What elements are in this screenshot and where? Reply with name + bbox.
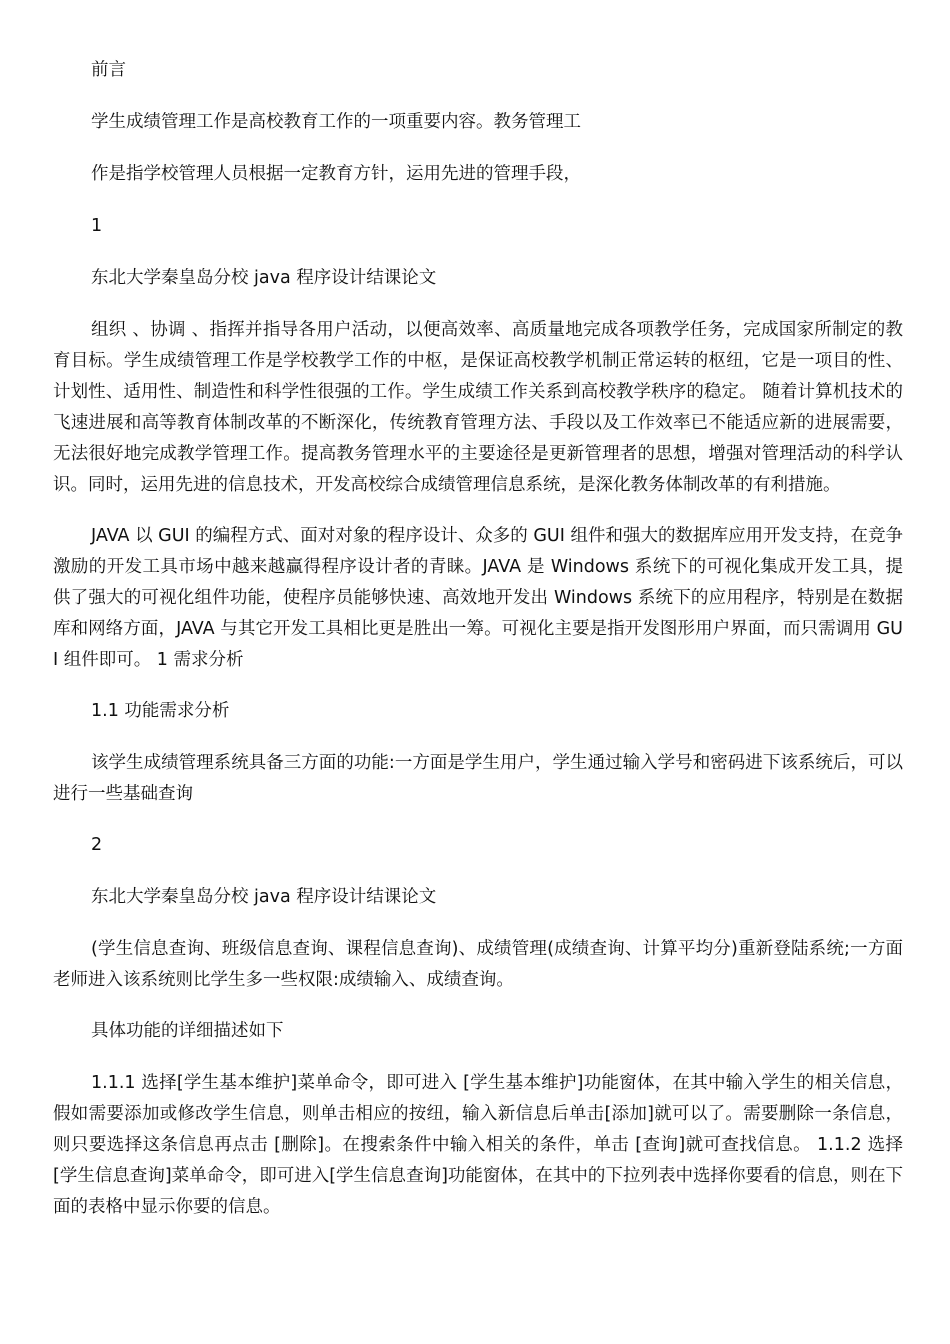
paragraph-function-details: 1.1.1 选择[学生基本维护]菜单命令，即可进入 [学生基本维护]功能窗体，在其中输入学生的相关信息，假如需要添加或修改学生信息，则单击相应的按纽，输入新信息后单击[添加]就可以了。需要删除一条信息，则只要选择这条信息再点击 [删除]。在搜索条件中输入相关的条件，单击 [查询]就可查找信息。 1.1.2 选择[学生信息查询]菜单命令，即可进入[学生信息查询]功能窗体，在其中的下拉列表中选择你要看的信息，则在下面的表格中显示你要的信息。 [53, 1073, 903, 1217]
paragraph-java-intro: JAVA 以 GUI 的编程方式、面对对象的程序设计、众多的 GUI 组件和强大的数据库应用开发支持，在竞争激励的开发工具市场中越来越赢得程序设计者的青睐。JAVA 是 Windows 系统下的可视化集成开发工具，提供了强大的可视化组件功能，使程序员能够快速、高效地开发出 Windows 系统下的应用程序，特别是在数据库和网络方面，JAVA 与其它开发工具相比更是胜出一筹。可视化主要是指开发图形用户界面，而只需调用 GUI 组件即可。 1 需求分析 [53, 526, 903, 670]
page-number: 2 [91, 835, 103, 855]
page-number: 1 [91, 216, 103, 236]
paragraph-functions: 该学生成绩管理系统具备三方面的功能:一方面是学生用户，学生通过输入学号和密码进下该系统后，可以进行一些基础查询 [53, 753, 903, 804]
paragraph-intro-line-2: 作是指学校管理人员根据一定教育方针，运用先进的管理手段， [91, 164, 581, 184]
running-header: 东北大学秦皇岛分校 java 程序设计结课论文 [91, 268, 437, 288]
section-heading-1-1: 1.1 功能需求分析 [91, 701, 230, 721]
paragraph-management-goals: 组织 、协调 、指挥并指导各用户活动，以便高效率、高质量地完成各项教学任务，完成国家所制定的教育目标。学生成绩管理工作是学校教学工作的中枢，是保证高校教学机制正常运转的枢纽，它是一项目的性、计划性、适用性、制造性和科学性很强的工作。学生成绩工作关系到高校教学秩序的稳定。 随着计算机技术的飞速进展和高等教育体制改革的不断深化，传统教育管理方法、手段以及工作效率已不能适应新的进展需要，无法很好地完成教学管理工作。提高教务管理水平的主要途径是更新管理者的思想，增强对管理活动的科学认识。同时，运用先进的信息技术，开发高校综合成绩管理信息系统，是深化教务体制改革的有利措施。 [53, 320, 903, 495]
heading-preface: 前言 [91, 60, 126, 80]
paragraph-details-intro: 具体功能的详细描述如下 [91, 1021, 284, 1041]
paragraph-intro-line-1: 学生成绩管理工作是高校教育工作的一项重要内容。教务管理工 [91, 112, 581, 132]
running-header: 东北大学秦皇岛分校 java 程序设计结课论文 [91, 887, 437, 907]
paragraph-query-functions: (学生信息查询、班级信息查询、课程信息查询)、成绩管理(成绩查询、计算平均分)重新登陆系统;一方面老师进入该系统则比学生多一些权限:成绩输入、成绩查询。 [53, 939, 903, 990]
document-body [53, 55, 903, 1243]
